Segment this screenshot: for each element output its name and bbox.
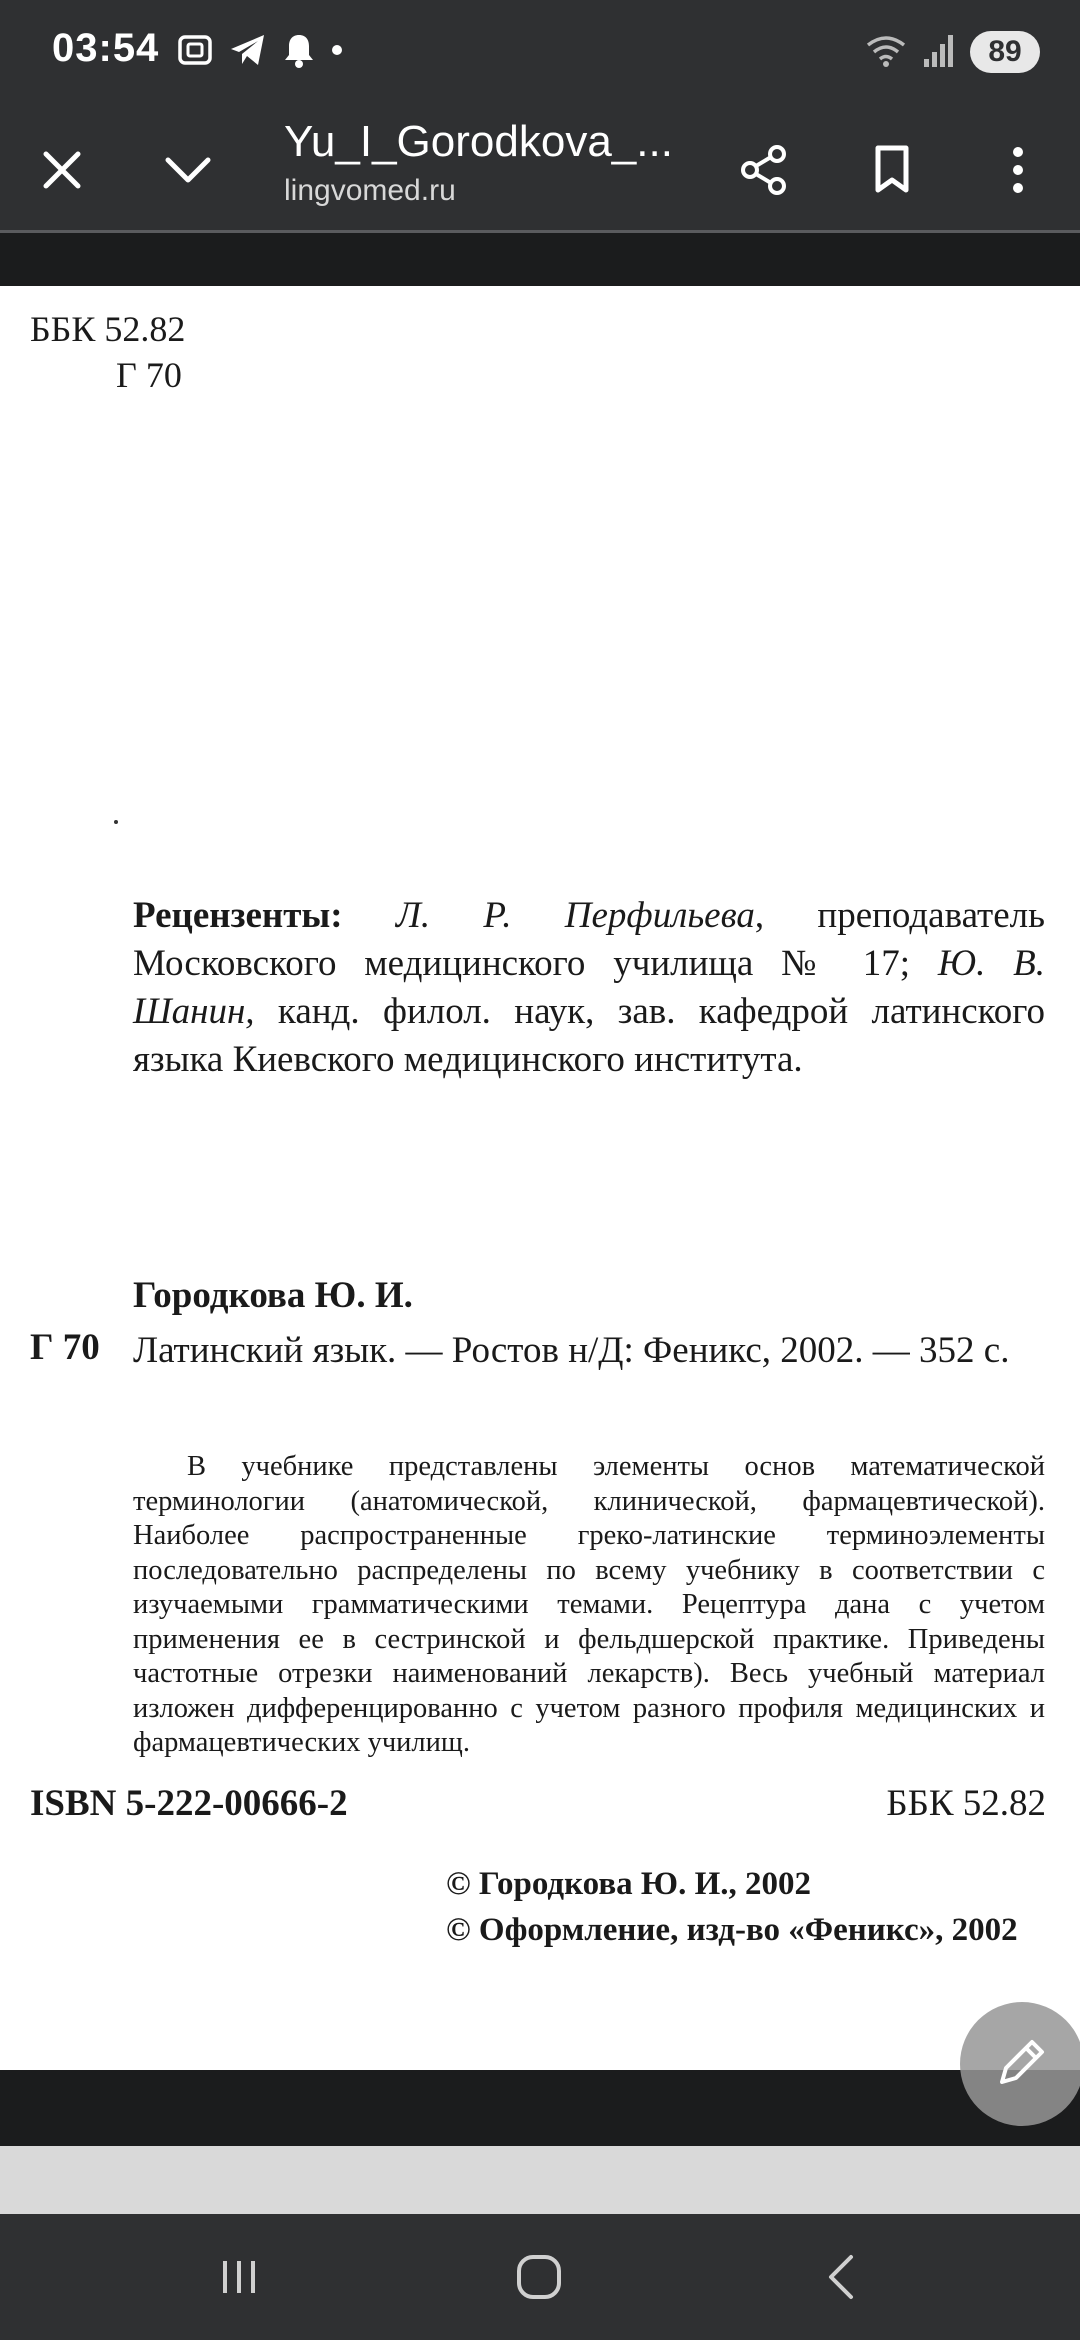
- reviewers-label: Рецензенты:: [133, 895, 343, 936]
- isbn: ISBN 5-222-00666-2: [30, 1783, 348, 1824]
- top-chrome: [0, 0, 1080, 232]
- page-title-area[interactable]: [284, 110, 674, 208]
- dot-icon: [330, 31, 344, 74]
- abstract-paragraph: В учебнике представлены элементы основ математической терминологии (анатомической, клинической, фармацевтической). Наиболее распространенные греко-латинские терминоэлементы последовательно распределены по всему учебнику в соответствии с изучаемыми грамматическими темами. Рецептура дана с учетом применения ее в сестринской и фельдшерской практике. Приведены частотные отрезки наименований лекарств). Весь учебный материал изложен дифференцированно с учетом разного профиля медицинских и фармацевтических училищ.: [133, 1451, 1045, 1758]
- battery-indicator: 89: [970, 31, 1040, 73]
- bell-icon: [282, 31, 316, 74]
- stray-dot: [114, 820, 118, 824]
- copyright-author: © Городкова Ю. И., 2002: [446, 1866, 811, 1902]
- signal-icon: [922, 31, 956, 74]
- close-icon[interactable]: [22, 130, 102, 210]
- author-code-top: Г 70: [116, 355, 182, 395]
- chevron-down-icon[interactable]: [148, 130, 228, 210]
- back-icon[interactable]: [796, 2242, 886, 2312]
- copyright-publisher: © Оформление, изд-во «Феникс», 2002: [446, 1912, 1018, 1948]
- more-vert-icon[interactable]: [978, 130, 1058, 210]
- home-icon[interactable]: [494, 2242, 584, 2312]
- bibliographic-record: Латинский язык. — Ростов н/Д: Феникс, 2002. — 352 с.: [133, 1330, 1010, 1371]
- reviewer2-desc: канд. филол. наук, зав. кафедрой латинского языка Киевского медицинского института.: [133, 991, 1045, 1080]
- screenshot-icon: [176, 31, 214, 74]
- document-page[interactable]: [0, 286, 1080, 2070]
- share-icon[interactable]: [724, 130, 804, 210]
- system-nav-bar: [0, 2214, 1080, 2340]
- edit-button[interactable]: [960, 2002, 1080, 2126]
- telegram-icon: [228, 31, 268, 74]
- document-bottom-margin: [0, 2070, 1080, 2146]
- wifi-icon: [864, 31, 908, 74]
- reviewers-paragraph: [133, 892, 1045, 1084]
- bookmark-icon[interactable]: [852, 130, 932, 210]
- author-code-side: Г 70: [30, 1327, 100, 1368]
- status-system-icons: [864, 30, 1040, 74]
- recent-apps-icon[interactable]: [194, 2242, 284, 2312]
- document-top-margin: [0, 233, 1080, 286]
- bbk-code-top: ББК 52.82: [30, 309, 186, 349]
- author-name: Городкова Ю. И.: [133, 1275, 413, 1316]
- bbk-code-bottom: ББК 52.82: [886, 1783, 1046, 1824]
- reviewer1-desc: , преподаватель Московского медицинского училища № 17;: [133, 895, 1045, 984]
- page-title: Yu_I_Gorodkova_...: [284, 117, 673, 166]
- page-domain: lingvomed.ru: [284, 174, 456, 207]
- status-bar: [0, 0, 1080, 110]
- status-time: 03:54: [52, 26, 160, 70]
- edit-pencil-icon: [992, 2032, 1052, 2097]
- reviewer1-name: Л. Р. Перфильева: [395, 895, 755, 936]
- browser-toolbar: [0, 110, 1080, 230]
- status-notification-icons: [176, 30, 344, 74]
- reviewer2-name: Ю. В. Шанин,: [133, 943, 1045, 1032]
